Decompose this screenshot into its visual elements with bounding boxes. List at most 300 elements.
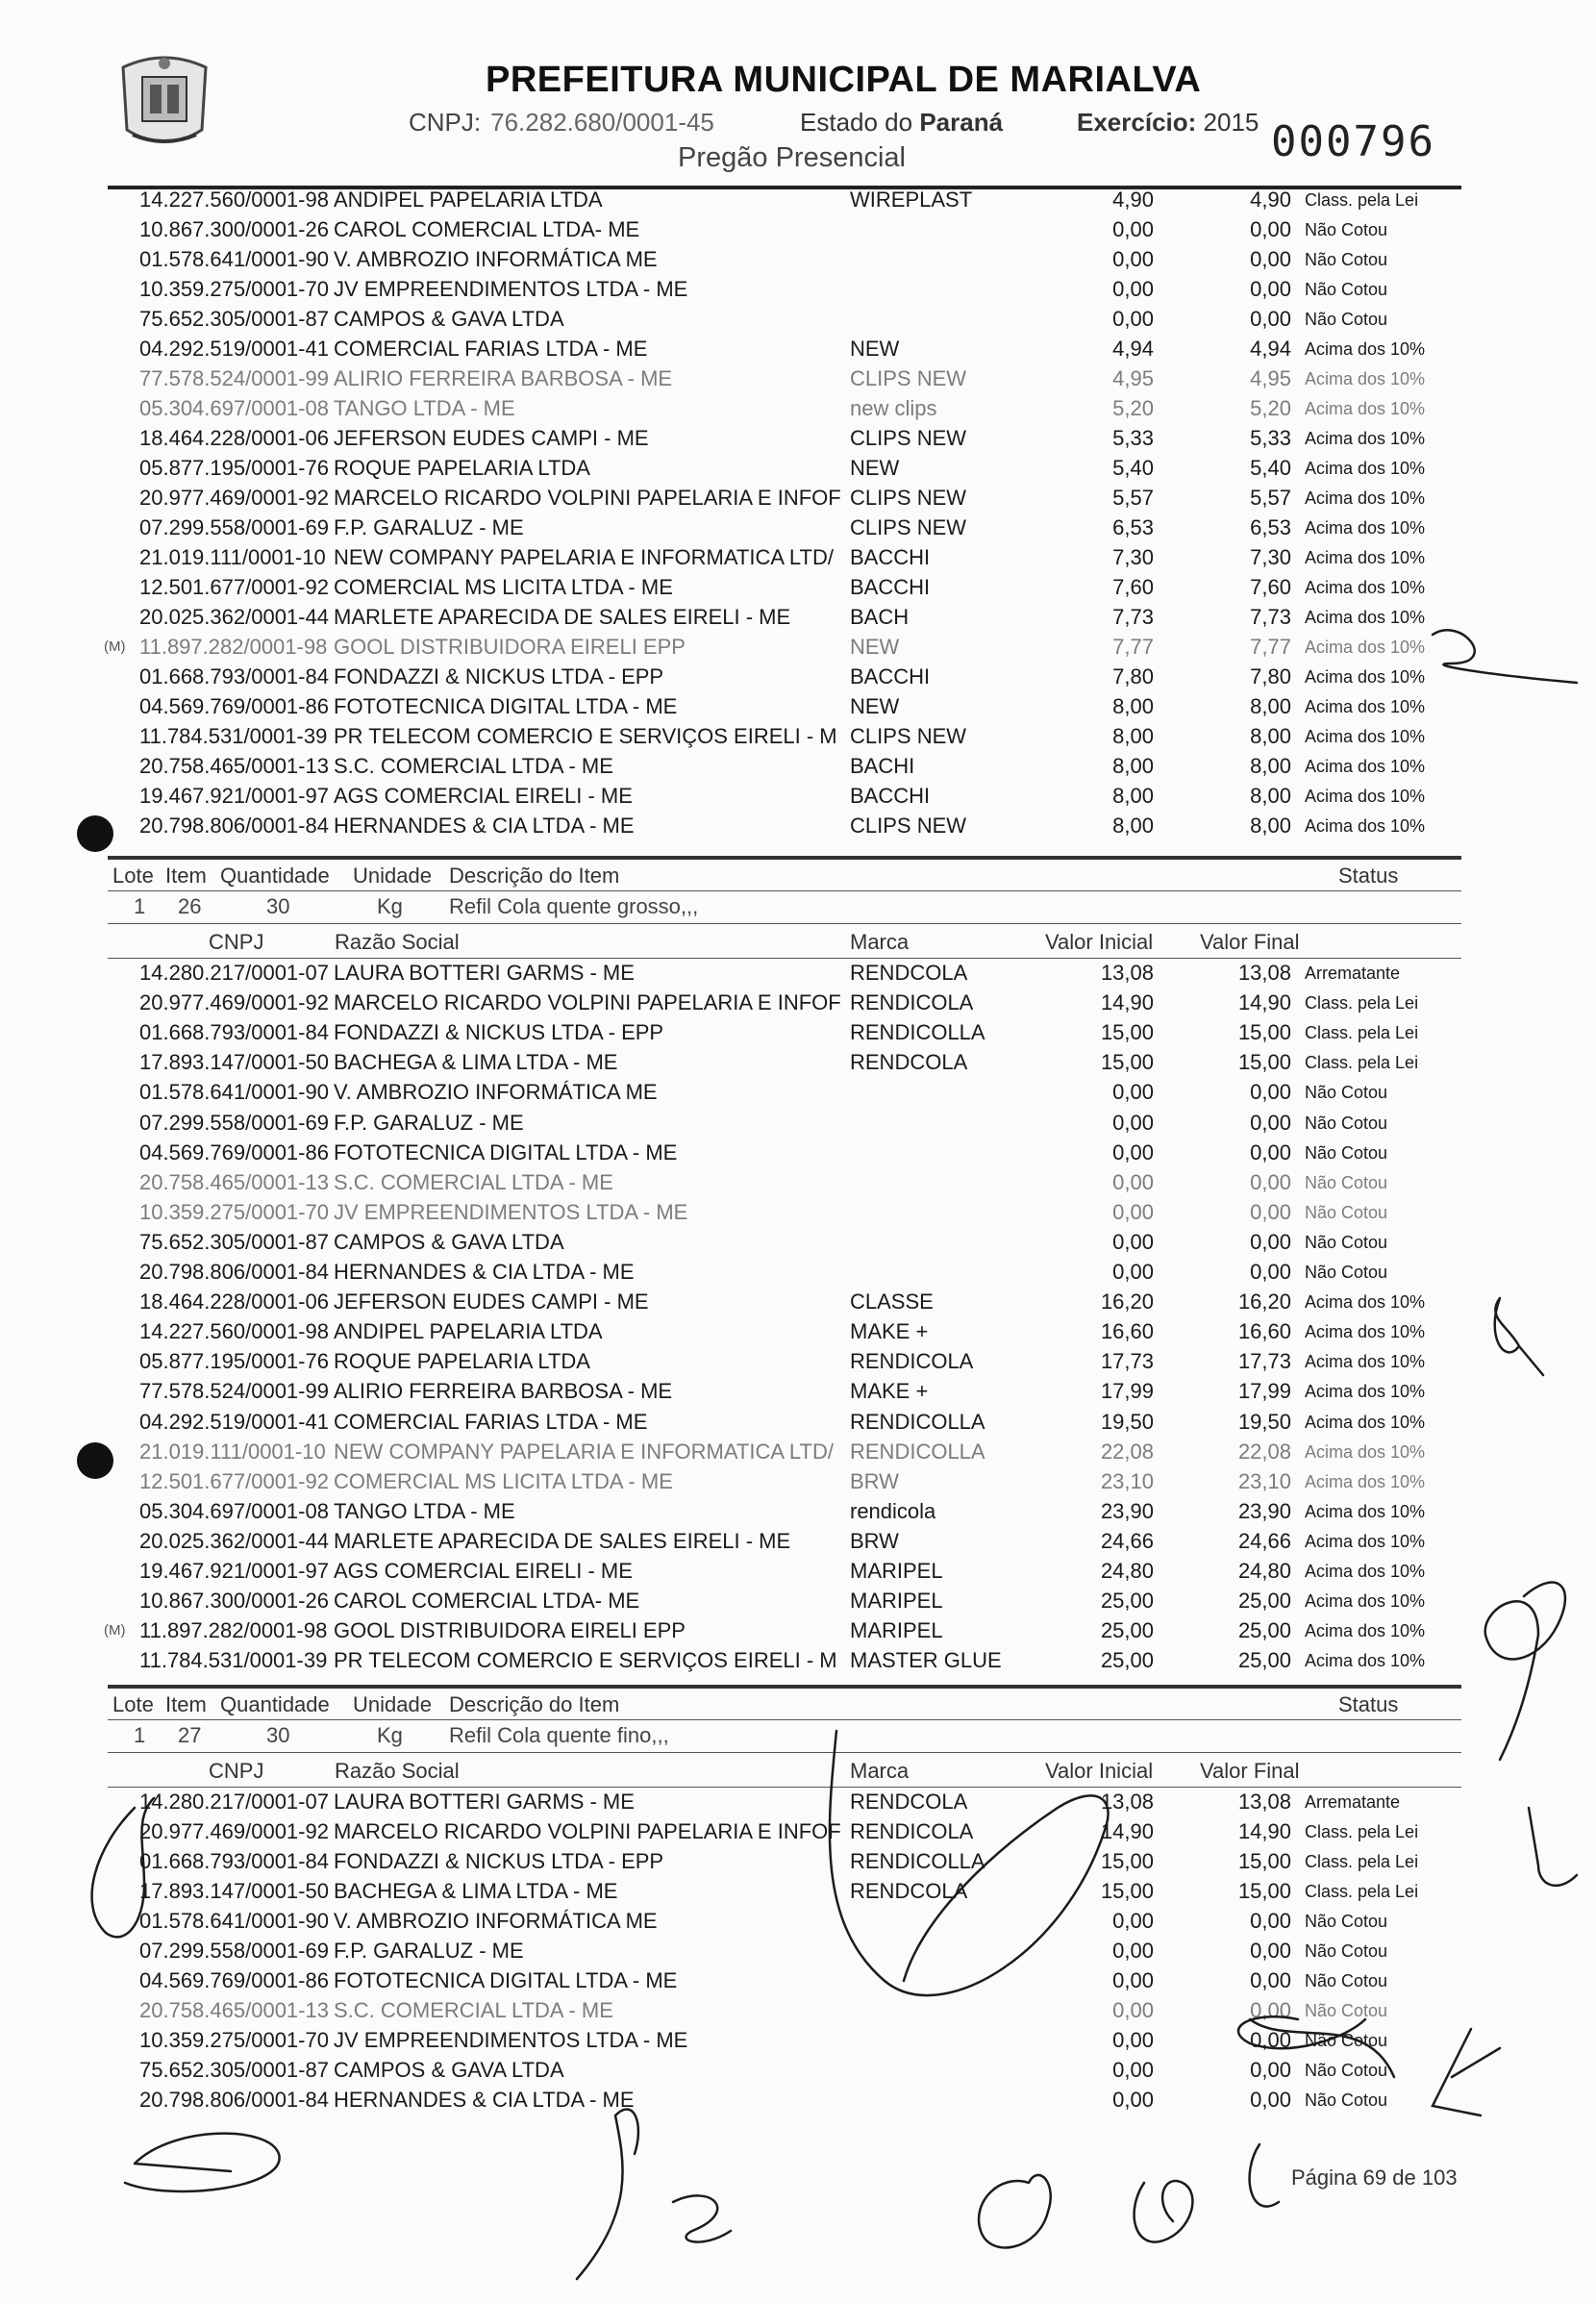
razao-social-cell: COMERCIAL MS LICITA LTDA - ME: [334, 575, 673, 599]
cnpj-value: 76.282.680/0001-45: [490, 108, 714, 137]
status-cell: Class. pela Lei: [1305, 993, 1419, 1014]
valor-inicial-cell: 8,00: [1112, 814, 1154, 838]
valor-final-cell: 0,00: [1250, 1139, 1291, 1164]
razao-social-cell: MARLETE APARECIDA DE SALES EIRELI - ME: [334, 605, 791, 629]
razao-social-cell: FONDAZZI & NICKUS LTDA - EPP: [334, 1849, 664, 1873]
cnpj-cell: 04.292.519/0001-41: [139, 1409, 329, 1434]
valor-final-cell: 0,00: [1250, 2088, 1291, 2112]
valor-inicial-cell: 0,00: [1112, 1229, 1154, 1254]
cnpj-cell: 05.304.697/0001-08: [139, 1498, 329, 1523]
valor-inicial-cell: 4,94: [1112, 337, 1154, 361]
valor-inicial-cell: 24,80: [1100, 1559, 1154, 1583]
valor-inicial-cell: 24,66: [1100, 1528, 1154, 1553]
marca-cell: BACCHI: [850, 784, 931, 808]
row-mark: (M): [104, 638, 126, 655]
col-valor-final: Valor Final: [1200, 930, 1300, 954]
estado-name: Paraná: [919, 108, 1004, 137]
status-cell: Acima dos 10%: [1305, 1562, 1426, 1581]
status-cell: Class. pela Lei: [1305, 1023, 1419, 1043]
cnpj-cell: 07.299.558/0001-69: [139, 1939, 329, 1963]
signature-scribble: [1433, 630, 1577, 683]
razao-social-cell: TANGO LTDA - ME: [334, 396, 515, 420]
valor-final-cell: 4,90: [1250, 188, 1291, 212]
col-valor-inicial: Valor Inicial: [1045, 930, 1154, 954]
signature-scribble: [125, 2134, 280, 2191]
cnpj-cell: 20.798.806/0001-84: [139, 2088, 329, 2112]
status-cell: Class. pela Lei: [1305, 190, 1419, 210]
valor-inicial-cell: 0,00: [1112, 1169, 1154, 1194]
pagina-num: 69: [1362, 2165, 1387, 2190]
marca-cell: CLASSE: [850, 1289, 934, 1314]
cnpj-cell: 14.280.217/0001-07: [139, 961, 329, 985]
valor-inicial-cell: 25,00: [1100, 1618, 1154, 1643]
status-cell: Class. pela Lei: [1305, 1053, 1419, 1073]
cnpj-cell: 20.798.806/0001-84: [139, 814, 329, 838]
marca-cell: CLIPS NEW: [850, 486, 967, 510]
razao-social-cell: GOOL DISTRIBUIDORA EIRELI EPP: [334, 635, 686, 659]
marca-cell: BRW: [850, 1468, 899, 1493]
status-cell: Não Cotou: [1305, 1971, 1388, 1990]
status-cell: Não Cotou: [1305, 250, 1388, 269]
cnpj-cell: 14.227.560/0001-98: [139, 188, 329, 212]
lote-col-descricao: Descrição do Item: [449, 1692, 620, 1716]
status-cell: Acima dos 10%: [1305, 578, 1426, 597]
valor-final-cell: 25,00: [1237, 1648, 1291, 1673]
valor-final-cell: 7,73: [1250, 605, 1291, 629]
valor-inicial-cell: 8,00: [1112, 694, 1154, 718]
valor-final-cell: 15,00: [1237, 1020, 1291, 1045]
razao-social-cell: GOOL DISTRIBUIDORA EIRELI EPP: [334, 1618, 686, 1643]
razao-social-cell: CAMPOS & GAVA LTDA: [334, 1229, 564, 1254]
valor-final-cell: 0,00: [1250, 1909, 1291, 1933]
signature-scribble: [1495, 1298, 1543, 1375]
signature-scribble: [1529, 1808, 1577, 1886]
razao-social-cell: PR TELECOM COMERCIO E SERVIÇOS EIRELI - M: [334, 724, 837, 748]
razao-social-cell: ROQUE PAPELARIA LTDA: [334, 1349, 590, 1374]
marca-cell: NEW: [850, 456, 900, 480]
cnpj-cell: 20.758.465/0001-13: [139, 1998, 329, 2022]
valor-final-cell: 8,00: [1250, 754, 1291, 778]
cnpj-cell: 14.227.560/0001-98: [139, 1319, 329, 1344]
razao-social-cell: JV EMPREENDIMENTOS LTDA - ME: [334, 277, 688, 301]
cnpj-cell: 11.784.531/0001-39: [139, 1648, 328, 1673]
razao-social-cell: COMERCIAL MS LICITA LTDA - ME: [334, 1468, 673, 1493]
razao-social-cell: HERNANDES & CIA LTDA - ME: [334, 1260, 635, 1284]
valor-final-cell: 19,50: [1237, 1409, 1291, 1434]
status-cell: Acima dos 10%: [1305, 1501, 1426, 1521]
status-cell: Acima dos 10%: [1305, 548, 1426, 567]
exercicio-year: 2015: [1203, 108, 1259, 137]
razao-social-cell: V. AMBROZIO INFORMÁTICA ME: [334, 1080, 658, 1105]
cnpj-cell: 77.578.524/0001-99: [139, 1379, 329, 1404]
marca-cell: CLIPS NEW: [850, 814, 967, 838]
lote-divider: [108, 1685, 1461, 1689]
cnpj-cell: 01.578.641/0001-90: [139, 1080, 329, 1105]
valor-inicial-cell: 0,00: [1112, 1110, 1154, 1135]
signature-scribble: [673, 2195, 731, 2241]
valor-final-cell: 5,57: [1250, 486, 1291, 510]
valor-final-cell: 0,00: [1250, 277, 1291, 301]
razao-social-cell: COMERCIAL FARIAS LTDA - ME: [334, 337, 648, 361]
razao-social-cell: S.C. COMERCIAL LTDA - ME: [334, 1998, 613, 2022]
razao-social-cell: FOTOTECNICA DIGITAL LTDA - ME: [334, 1968, 678, 1992]
cnpj-cell: 05.877.195/0001-76: [139, 456, 329, 480]
municipal-crest-icon: [113, 48, 215, 154]
page-number: [1291, 2165, 1458, 2190]
cnpj-cell: 20.798.806/0001-84: [139, 1260, 329, 1284]
status-cell: Não Cotou: [1305, 1202, 1388, 1222]
lote-col-quantidade: Quantidade: [220, 1692, 330, 1716]
cnpj-cell: 20.025.362/0001-44: [139, 605, 329, 629]
razao-social-cell: ROQUE PAPELARIA LTDA: [334, 456, 590, 480]
cnpj-cell: 75.652.305/0001-87: [139, 307, 329, 331]
valor-final-cell: 0,00: [1250, 1110, 1291, 1135]
marca-cell: BACH: [850, 605, 910, 629]
signature-scribble: [1135, 2181, 1193, 2242]
valor-inicial-cell: 4,95: [1112, 366, 1154, 390]
status-cell: Não Cotou: [1305, 1232, 1388, 1252]
marca-cell: WIREPLAST: [850, 188, 973, 212]
valor-inicial-cell: 7,80: [1112, 664, 1154, 688]
total-pages: 103: [1421, 2165, 1458, 2190]
cnpj-cell: 07.299.558/0001-69: [139, 1110, 329, 1135]
valor-inicial-cell: 7,77: [1112, 635, 1154, 659]
valor-inicial-cell: 0,00: [1112, 217, 1154, 241]
razao-social-cell: MARCELO RICARDO VOLPINI PAPELARIA E INFOF: [334, 990, 841, 1015]
status-cell: Não Cotou: [1305, 1912, 1388, 1931]
valor-inicial-cell: 0,00: [1112, 2058, 1154, 2082]
razao-social-cell: ANDIPEL PAPELARIA LTDA: [334, 188, 603, 212]
col-razao: Razão Social: [335, 1759, 460, 1783]
valor-inicial-cell: 13,08: [1100, 1790, 1154, 1814]
razao-social-cell: ANDIPEL PAPELARIA LTDA: [334, 1319, 603, 1344]
valor-final-cell: 7,80: [1250, 664, 1291, 688]
col-cnpj: CNPJ: [209, 930, 264, 954]
valor-final-cell: 7,60: [1250, 575, 1291, 599]
valor-inicial-cell: 0,00: [1112, 1968, 1154, 1992]
marca-cell: BACCHI: [850, 575, 931, 599]
status-cell: Class. pela Lei: [1305, 1822, 1419, 1841]
valor-final-cell: 5,40: [1250, 456, 1291, 480]
lote-col-descricao: Descrição do Item: [449, 864, 620, 888]
razao-social-cell: JEFERSON EUDES CAMPI - ME: [334, 426, 649, 450]
razao-social-cell: V. AMBROZIO INFORMÁTICA ME: [334, 1909, 658, 1933]
valor-final-cell: 6,53: [1250, 515, 1291, 539]
cnpj-cell: 10.867.300/0001-26: [139, 1589, 329, 1614]
status-cell: Acima dos 10%: [1305, 429, 1426, 448]
cnpj-cell: 10.867.300/0001-26: [139, 217, 329, 241]
status-cell: Acima dos 10%: [1305, 399, 1426, 418]
status-cell: Não Cotou: [1305, 1941, 1388, 1961]
valor-final-cell: 0,00: [1250, 1939, 1291, 1963]
valor-inicial-cell: 4,90: [1112, 188, 1154, 212]
valor-final-cell: 0,00: [1250, 2028, 1291, 2052]
status-cell: Acima dos 10%: [1305, 1412, 1426, 1432]
valor-inicial-cell: 15,00: [1100, 1050, 1154, 1075]
razao-social-cell: HERNANDES & CIA LTDA - ME: [334, 814, 635, 838]
valor-inicial-cell: 0,00: [1112, 1909, 1154, 1933]
cnpj-cell: 11.897.282/0001-98: [139, 1618, 328, 1643]
valor-final-cell: 4,95: [1250, 366, 1291, 390]
lote-values-rule: [108, 923, 1461, 924]
item-number: 26: [178, 894, 202, 918]
valor-final-cell: 15,00: [1237, 1879, 1291, 1903]
valor-final-cell: 7,77: [1250, 635, 1291, 659]
status-cell: Acima dos 10%: [1305, 1292, 1426, 1313]
valor-inicial-cell: 0,00: [1112, 1260, 1154, 1284]
valor-final-cell: 5,33: [1250, 426, 1291, 450]
status-cell: Acima dos 10%: [1305, 638, 1426, 657]
status-cell: Class. pela Lei: [1305, 1882, 1419, 1901]
valor-inicial-cell: 0,00: [1112, 1199, 1154, 1224]
marca-cell: rendicola: [850, 1498, 936, 1523]
cnpj-label: CNPJ:: [409, 108, 482, 137]
razao-social-cell: PR TELECOM COMERCIO E SERVIÇOS EIRELI - M: [334, 1648, 837, 1673]
razao-social-cell: COMERCIAL FARIAS LTDA - ME: [334, 1409, 648, 1434]
cnpj-cell: 04.569.769/0001-86: [139, 1968, 329, 1992]
valor-inicial-cell: 5,33: [1112, 426, 1154, 450]
razao-social-cell: F.P. GARALUZ - ME: [334, 1939, 524, 1963]
lote-col-quantidade: Quantidade: [220, 864, 330, 888]
razao-social-cell: F.P. GARALUZ - ME: [334, 515, 524, 539]
signature-scribble: [979, 2175, 1051, 2247]
status-cell: Não Cotou: [1305, 2061, 1388, 2080]
marca-cell: RENDICOLLA: [850, 1020, 985, 1045]
razao-social-cell: LAURA BOTTERI GARMS - ME: [334, 961, 635, 985]
cnpj-cell: 05.304.697/0001-08: [139, 396, 329, 420]
exercicio-text: Exercício:: [1077, 108, 1197, 137]
valor-inicial-cell: 8,00: [1112, 724, 1154, 748]
marca-cell: RENDCOLA: [850, 1879, 968, 1903]
valor-final-cell: 16,60: [1237, 1319, 1291, 1344]
col-cnpj: CNPJ: [209, 1759, 264, 1783]
status-cell: Não Cotou: [1305, 2090, 1388, 2110]
razao-social-cell: TANGO LTDA - ME: [334, 1498, 515, 1523]
razao-social-cell: FONDAZZI & NICKUS LTDA - EPP: [334, 664, 664, 688]
valor-inicial-cell: 7,60: [1112, 575, 1154, 599]
valor-inicial-cell: 6,53: [1112, 515, 1154, 539]
valor-inicial-cell: 25,00: [1100, 1589, 1154, 1614]
cnpj-cell: 21.019.111/0001-10: [139, 545, 326, 569]
item-number: 27: [178, 1723, 202, 1747]
lote-number: 1: [134, 894, 146, 918]
valor-inicial-cell: 17,73: [1100, 1349, 1154, 1374]
razao-social-cell: MARCELO RICARDO VOLPINI PAPELARIA E INFOF: [334, 486, 841, 510]
estado-prefix: Estado do: [800, 108, 913, 137]
lote-col-item: Item: [165, 864, 207, 888]
cnpj-cell: 20.977.469/0001-92: [139, 990, 329, 1015]
valor-inicial-cell: 5,57: [1112, 486, 1154, 510]
razao-social-cell: F.P. GARALUZ - ME: [334, 1110, 524, 1135]
valor-final-cell: 5,20: [1250, 396, 1291, 420]
marca-cell: MARIPEL: [850, 1559, 943, 1583]
marca-cell: NEW: [850, 635, 900, 659]
status-cell: Acima dos 10%: [1305, 727, 1426, 746]
cnpj-cell: 75.652.305/0001-87: [139, 1229, 329, 1254]
status-cell: Não Cotou: [1305, 2031, 1388, 2050]
razao-social-cell: ALIRIO FERREIRA BARBOSA - ME: [334, 366, 673, 390]
razao-social-cell: AGS COMERCIAL EIRELI - ME: [334, 1559, 633, 1583]
valor-inicial-cell: 0,00: [1112, 307, 1154, 331]
cnpj-cell: 12.501.677/0001-92: [139, 575, 329, 599]
cnpj-cell: 01.668.793/0001-84: [139, 1020, 329, 1045]
status-cell: Acima dos 10%: [1305, 1591, 1426, 1612]
valor-final-cell: 0,00: [1250, 2058, 1291, 2082]
status-cell: Acima dos 10%: [1305, 816, 1426, 836]
status-cell: Acima dos 10%: [1305, 369, 1426, 388]
marca-cell: MARIPEL: [850, 1618, 943, 1643]
razao-social-cell: NEW COMPANY PAPELARIA E INFORMATICA LTD/: [334, 545, 834, 569]
status-cell: Acima dos 10%: [1305, 608, 1426, 627]
lote-col-unidade: Unidade: [353, 864, 432, 888]
status-cell: Acima dos 10%: [1305, 1382, 1426, 1402]
valor-inicial-cell: 15,00: [1100, 1020, 1154, 1045]
status-cell: Acima dos 10%: [1305, 459, 1426, 478]
razao-social-cell: FONDAZZI & NICKUS LTDA - EPP: [334, 1020, 664, 1045]
valor-inicial-cell: 15,00: [1100, 1849, 1154, 1873]
de-label: de: [1392, 2165, 1416, 2190]
valor-inicial-cell: 19,50: [1100, 1409, 1154, 1434]
valor-inicial-cell: 8,00: [1112, 784, 1154, 808]
lote-col-status: Status: [1338, 1692, 1399, 1716]
marca-cell: CLIPS NEW: [850, 426, 967, 450]
razao-social-cell: LAURA BOTTERI GARMS - ME: [334, 1790, 635, 1814]
page-stamp-number: 000796: [1271, 117, 1435, 166]
status-cell: Não Cotou: [1305, 1172, 1388, 1192]
razao-social-cell: MARLETE APARECIDA DE SALES EIRELI - ME: [334, 1528, 791, 1553]
col-razao: Razão Social: [335, 930, 460, 954]
status-cell: Acima dos 10%: [1305, 1322, 1426, 1342]
valor-inicial-cell: 5,20: [1112, 396, 1154, 420]
marca-cell: RENDCOLA: [850, 961, 968, 985]
valor-final-cell: 15,00: [1237, 1050, 1291, 1075]
item-descricao: Refil Cola quente fino,,,: [449, 1723, 669, 1747]
status-cell: Não Cotou: [1305, 1263, 1388, 1282]
valor-final-cell: 24,80: [1237, 1559, 1291, 1583]
razao-social-cell: FOTOTECNICA DIGITAL LTDA - ME: [334, 1139, 678, 1164]
valor-final-cell: 24,66: [1237, 1528, 1291, 1553]
lote-values-rule: [108, 1752, 1461, 1753]
valor-final-cell: 14,90: [1237, 1819, 1291, 1843]
valor-final-cell: 0,00: [1250, 1080, 1291, 1105]
marca-cell: RENDICOLLA: [850, 1439, 985, 1464]
status-cell: Não Cotou: [1305, 1142, 1388, 1163]
status-cell: Acima dos 10%: [1305, 1441, 1426, 1462]
lote-divider: [108, 856, 1461, 860]
cnpj-cell: 18.464.228/0001-06: [139, 1289, 329, 1314]
cnpj-cell: 17.893.147/0001-50: [139, 1879, 329, 1903]
page-title: PREFEITURA MUNICIPAL DE MARIALVA: [486, 60, 1202, 100]
cnpj-cell: 04.569.769/0001-86: [139, 1139, 329, 1164]
exercicio-label: [1077, 108, 1259, 138]
marca-cell: MAKE +: [850, 1319, 929, 1344]
lote-header-rule: [108, 890, 1461, 891]
valor-final-cell: 25,00: [1237, 1589, 1291, 1614]
cnpj-cell: 01.668.793/0001-84: [139, 664, 329, 688]
status-cell: Acima dos 10%: [1305, 488, 1426, 508]
valor-inicial-cell: 7,30: [1112, 545, 1154, 569]
valor-inicial-cell: 0,00: [1112, 1139, 1154, 1164]
valor-final-cell: 0,00: [1250, 217, 1291, 241]
col-valor-final: Valor Final: [1200, 1759, 1300, 1783]
razao-social-cell: CAROL COMERCIAL LTDA- ME: [334, 1589, 640, 1614]
status-cell: Acima dos 10%: [1305, 787, 1426, 806]
status-cell: Não Cotou: [1305, 1083, 1388, 1103]
status-cell: Acima dos 10%: [1305, 667, 1426, 687]
marca-cell: RENDICOLA: [850, 990, 974, 1015]
status-cell: Acima dos 10%: [1305, 1531, 1426, 1551]
status-cell: Acima dos 10%: [1305, 1352, 1426, 1372]
cnpj-cell: 20.758.465/0001-13: [139, 754, 329, 778]
valor-inicial-cell: 16,20: [1100, 1289, 1154, 1314]
razao-social-cell: HERNANDES & CIA LTDA - ME: [334, 2088, 635, 2112]
valor-inicial-cell: 22,08: [1100, 1439, 1154, 1464]
lote-col-lote: Lote: [112, 864, 154, 888]
status-cell: Arrematante: [1305, 964, 1401, 983]
col-marca: Marca: [850, 930, 910, 954]
valor-final-cell: 13,08: [1237, 1790, 1291, 1814]
marca-cell: BACCHI: [850, 545, 931, 569]
col-marca: Marca: [850, 1759, 910, 1783]
status-cell: Não Cotou: [1305, 2001, 1388, 2020]
cnpj-cell: 04.569.769/0001-86: [139, 694, 329, 718]
marca-cell: MARIPEL: [850, 1589, 943, 1614]
signature-scribble: [1250, 2144, 1279, 2207]
marca-cell: CLIPS NEW: [850, 366, 967, 390]
cnpj-cell: 11.784.531/0001-39: [139, 724, 328, 748]
status-cell: Acima dos 10%: [1305, 697, 1426, 716]
cnpj-cell: 04.292.519/0001-41: [139, 337, 329, 361]
lote-col-item: Item: [165, 1692, 207, 1716]
valor-inicial-cell: 0,00: [1112, 1939, 1154, 1963]
razao-social-cell: AGS COMERCIAL EIRELI - ME: [334, 784, 633, 808]
item-descricao: Refil Cola quente grosso,,,: [449, 894, 699, 918]
status-cell: Acima dos 10%: [1305, 518, 1426, 538]
marca-cell: NEW: [850, 694, 900, 718]
valor-inicial-cell: 14,90: [1100, 990, 1154, 1015]
valor-final-cell: 8,00: [1250, 724, 1291, 748]
razao-social-cell: V. AMBROZIO INFORMÁTICA ME: [334, 247, 658, 271]
valor-inicial-cell: 15,00: [1100, 1879, 1154, 1903]
valor-final-cell: 0,00: [1250, 307, 1291, 331]
status-cell: Acima dos 10%: [1305, 339, 1426, 359]
valor-final-cell: 8,00: [1250, 694, 1291, 718]
item-quantidade: 30: [266, 1723, 290, 1747]
valor-final-cell: 17,73: [1237, 1349, 1291, 1374]
valor-final-cell: 23,90: [1237, 1498, 1291, 1523]
razao-social-cell: ALIRIO FERREIRA BARBOSA - ME: [334, 1379, 673, 1404]
marca-cell: RENDICOLA: [850, 1819, 974, 1843]
razao-social-cell: JEFERSON EUDES CAMPI - ME: [334, 1289, 649, 1314]
cnpj-cell: 10.359.275/0001-70: [139, 277, 329, 301]
lote-number: 1: [134, 1723, 146, 1747]
valor-inicial-cell: 23,90: [1100, 1498, 1154, 1523]
modalidade-subtitle: Pregão Presencial: [678, 142, 906, 173]
status-cell: Class. pela Lei: [1305, 1852, 1419, 1871]
valor-inicial-cell: 8,00: [1112, 754, 1154, 778]
marca-cell: CLIPS NEW: [850, 515, 967, 539]
cnpj-cell: 20.025.362/0001-44: [139, 1528, 329, 1553]
cnpj-cell: 01.578.641/0001-90: [139, 1909, 329, 1933]
valor-final-cell: 0,00: [1250, 1199, 1291, 1224]
cnpj-cell: 05.877.195/0001-76: [139, 1349, 329, 1374]
valor-inicial-cell: 0,00: [1112, 247, 1154, 271]
marca-cell: NEW: [850, 337, 900, 361]
lote-header-rule: [108, 1719, 1461, 1720]
valor-inicial-cell: 0,00: [1112, 2088, 1154, 2112]
marca-cell: RENDICOLA: [850, 1349, 974, 1374]
razao-social-cell: BACHEGA & LIMA LTDA - ME: [334, 1050, 618, 1075]
